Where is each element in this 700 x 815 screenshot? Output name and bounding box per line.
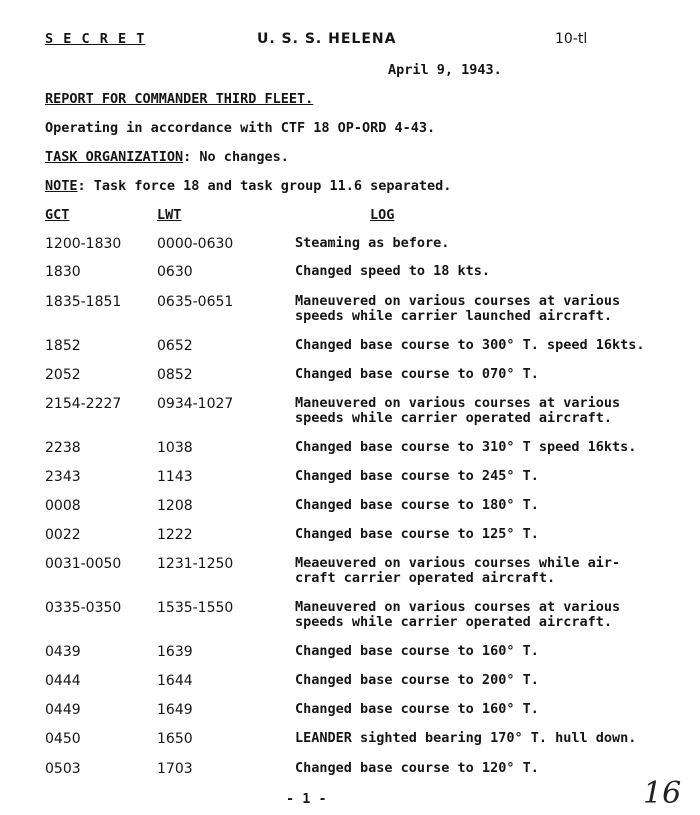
- log-text: Maneuvered on various courses at various speeds while carrier operated aircraft.: [295, 599, 621, 630]
- log-gct: 0031-0050: [45, 556, 122, 572]
- log-text: Meaeuvered on various courses while air- craft carrier operated aircraft.: [295, 555, 621, 586]
- log-gct: 0439: [45, 644, 81, 660]
- task-organization-text: : No changes.: [183, 149, 289, 165]
- log-text: Changed base course to 125° T.: [295, 526, 539, 542]
- log-text: Maneuvered on various courses at various speeds while carrier operated aircraft.: [295, 395, 621, 426]
- log-lwt: 0630: [157, 264, 193, 280]
- log-lwt: 1231-1250: [157, 556, 234, 572]
- log-gct: 1200-1830: [45, 236, 122, 252]
- log-lwt: 1649: [157, 702, 193, 718]
- log-gct: 2052: [45, 367, 81, 383]
- task-organization: [45, 149, 289, 165]
- page-number: - 1 -: [286, 791, 327, 807]
- log-gct: 1830: [45, 264, 81, 280]
- log-text: Changed base course to 300° T. speed 16kts.: [295, 337, 645, 353]
- log-gct: 0450: [45, 731, 81, 747]
- log-lwt: 1038: [157, 440, 193, 456]
- note-text: : Task force 18 and task group 11.6 separated.: [77, 178, 452, 194]
- log-gct: 2238: [45, 440, 81, 456]
- log-lwt: 0934-1027: [157, 396, 234, 412]
- log-text: Changed base course to 310° T speed 16kts.: [295, 439, 637, 455]
- log-lwt: 1222: [157, 527, 193, 543]
- log-gct: 0022: [45, 527, 81, 543]
- classification-stamp: S E C R E T: [45, 31, 146, 47]
- log-gct: 1852: [45, 338, 81, 354]
- operating-orders: Operating in accordance with CTF 18 OP-ORD 4-43.: [45, 120, 436, 136]
- log-lwt: 1644: [157, 673, 193, 689]
- log-text: Changed base course to 200° T.: [295, 672, 539, 688]
- report-date: April 9, 1943.: [388, 62, 502, 78]
- log-lwt: 0652: [157, 338, 193, 354]
- log-text: Changed base course to 120° T.: [295, 760, 539, 776]
- log-lwt: 0000-0630: [157, 236, 234, 252]
- log-lwt: 0852: [157, 367, 193, 383]
- log-text: Changed base course to 245° T.: [295, 468, 539, 484]
- log-lwt: 1703: [157, 761, 193, 777]
- column-header-gct: GCT: [45, 207, 70, 223]
- ship-name: U. S. S. HELENA: [257, 31, 397, 47]
- log-text: Changed base course to 160° T.: [295, 701, 539, 717]
- report-heading: REPORT FOR COMMANDER THIRD FLEET.: [45, 91, 314, 107]
- note-label: NOTE: [45, 178, 78, 194]
- column-header-lwt: LWT: [157, 207, 182, 223]
- column-header-log: LOG: [370, 207, 395, 223]
- log-lwt: 1535-1550: [157, 600, 234, 616]
- log-gct: 0008: [45, 498, 81, 514]
- log-text: Maneuvered on various courses at various speeds while carrier launched aircraft.: [295, 293, 621, 324]
- log-text: Changed base course to 180° T.: [295, 497, 539, 513]
- log-text: Changed speed to 18 kts.: [295, 263, 491, 279]
- log-text: Changed base course to 070° T.: [295, 366, 539, 382]
- log-gct: 0503: [45, 761, 81, 777]
- task-organization-label: TASK ORGANIZATION: [45, 149, 184, 165]
- log-gct: 0449: [45, 702, 81, 718]
- log-lwt: 1143: [157, 469, 193, 485]
- log-lwt: 0635-0651: [157, 294, 234, 310]
- log-text: Steaming as before.: [295, 235, 450, 251]
- log-gct: 0335-0350: [45, 600, 122, 616]
- log-text: Changed base course to 160° T.: [295, 643, 539, 659]
- log-gct: 2343: [45, 469, 81, 485]
- log-gct: 1835-1851: [45, 294, 122, 310]
- log-gct: 2154-2227: [45, 396, 122, 412]
- handwritten-page-number: 16: [643, 776, 682, 811]
- log-lwt: 1639: [157, 644, 193, 660]
- log-gct: 0444: [45, 673, 81, 689]
- note: [45, 178, 451, 194]
- log-text: LEANDER sighted bearing 170° T. hull down.: [295, 730, 637, 746]
- log-lwt: 1650: [157, 731, 193, 747]
- page-code: 10-tl: [555, 31, 588, 47]
- log-lwt: 1208: [157, 498, 193, 514]
